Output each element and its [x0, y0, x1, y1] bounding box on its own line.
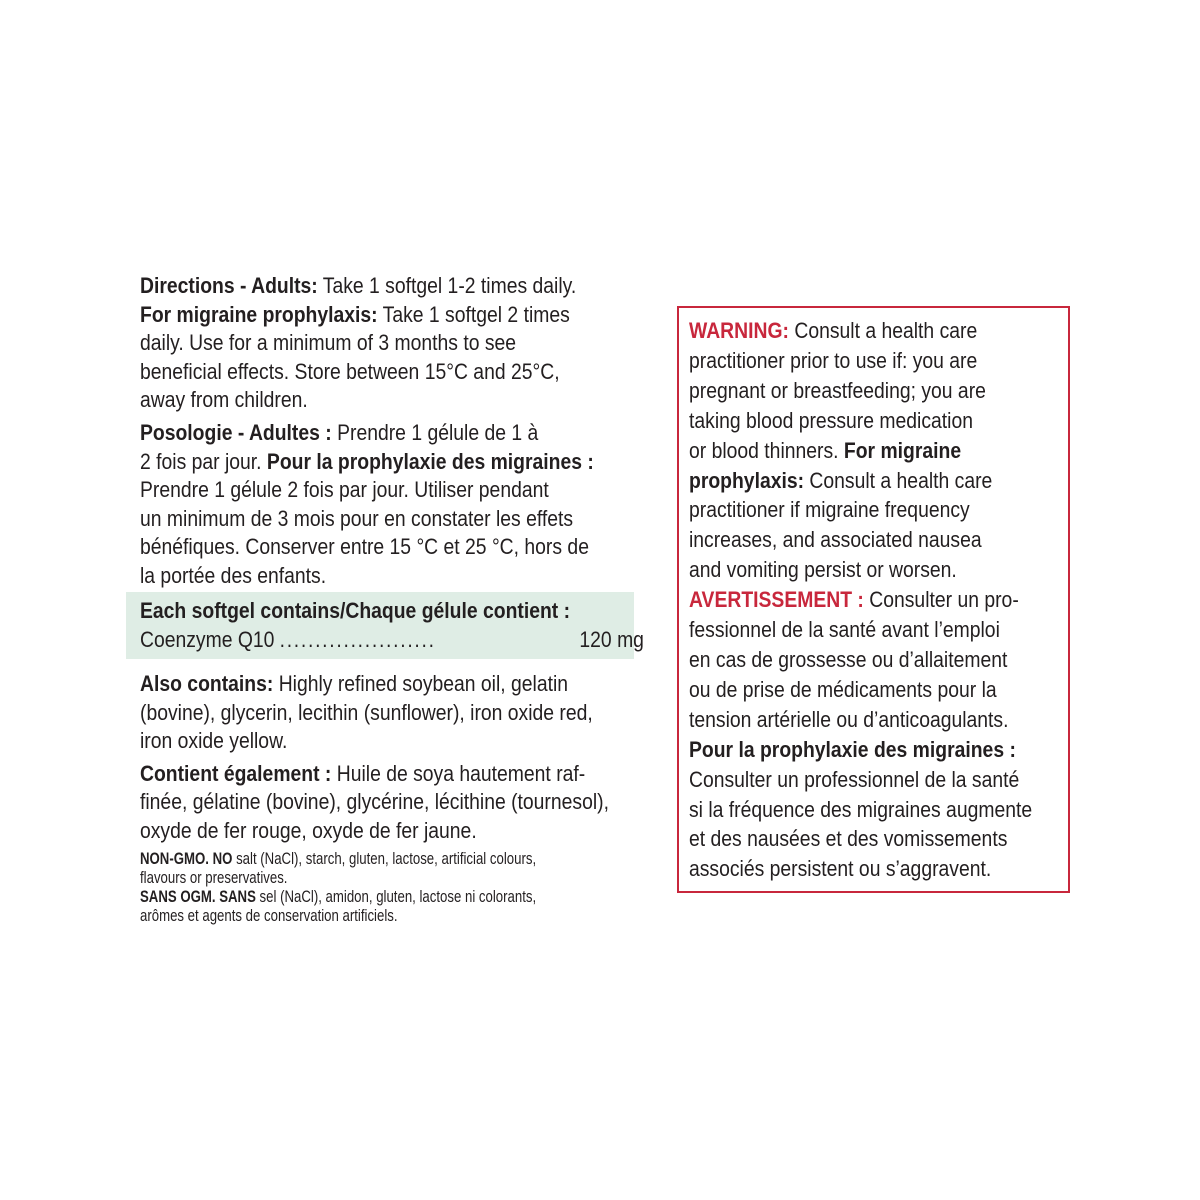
also-contains-en: Also contains: Highly refined soybean oil, gelatin (bovine), glycerin, lecithin (sunflower), iron oxide red, iron oxide yellow.	[140, 671, 593, 754]
ingredient-name: Coenzyme Q10	[140, 626, 275, 652]
directions-label: Directions - Adults:	[140, 273, 318, 298]
warning-migraine-label: For migraine	[843, 437, 962, 463]
leader-dots: ......................	[279, 626, 436, 652]
composition-section	[140, 597, 644, 654]
claims-en: NON-GMO. NO salt (NaCl), starch, gluten, lactose, artificial colours, flavours or preservatives.	[140, 850, 537, 887]
warning-section: WARNING: Consult a health care practitioner prior to use if: you are pregnant or breastfeeding; you are taking blood pressure medication or blood thinners. For migraine prophylaxis: Consult a health care practitioner if migraine frequency increases, and associated nausea and vomiting persist or worsen. AVERTISSEMENT : Consulter un pro- fessionnel de la santé avant l’emploi en cas de grossesse ou d’allaitement ou de prise de médicaments pour la tension artérielle ou d’anticoagulants. Pour la prophylaxie des migraines : Consulter un professionnel de la santé si la fréquence des migraines augmente et des nausées et des vomissements associés persistent ou s’aggravent.	[689, 318, 1033, 882]
warning-prophylaxie-label: Pour la prophylaxie des migraines :	[689, 736, 1016, 762]
composition-heading: Each softgel contains/Chaque gélule contient :	[140, 598, 571, 623]
non-gmo-label: NON-GMO. NO	[140, 850, 233, 868]
directions-fr: Posologie - Adultes : Prendre 1 gélule de 1 à 2 fois par jour. Pour la prophylaxie des migraines : Prendre 1 gélule 2 fois par jour. Utiliser pendant un minimum de 3 mois pour en constater les effets bénéfiques. Conserver entre 15 °C et 25 °C, hors de la portée des enfants.	[140, 419, 594, 588]
directions-section	[140, 272, 594, 595]
sans-ogm-label: SANS OGM. SANS	[140, 888, 256, 906]
migraine-label: For migraine prophylaxis:	[140, 301, 378, 327]
also-contains-fr: Contient également : Huile de soya hautement raf- finée, gélatine (bovine), glycérine, lécithine (tournesol), oxyde de fer rouge, oxyde de fer jaune.	[140, 760, 609, 843]
avertissement-label: AVERTISSEMENT :	[689, 587, 864, 613]
ingredient-row	[140, 626, 644, 655]
contient-label: Contient également :	[140, 760, 332, 786]
also-contains-label: Also contains:	[140, 671, 274, 696]
warning-label: WARNING:	[689, 318, 789, 343]
prophylaxie-label: Pour la prophylaxie des migraines :	[266, 448, 594, 474]
posologie-label: Posologie - Adultes :	[140, 419, 332, 445]
claims-fr: SANS OGM. SANS sel (NaCl), amidon, gluten, lactose ni colorants, arômes et agents de conservation artificiels.	[140, 888, 537, 925]
claims-section	[140, 850, 606, 926]
ingredient-amount: 120 mg	[579, 626, 644, 652]
directions-en: Directions - Adults: Take 1 softgel 1-2 times daily. For migraine prophylaxis: Take 1 softgel 2 times daily. Use for a minimum of 3 months to see beneficial effects. Store between 15°C and 25°C, away from children.	[140, 273, 577, 413]
also-contains-section	[140, 670, 641, 846]
